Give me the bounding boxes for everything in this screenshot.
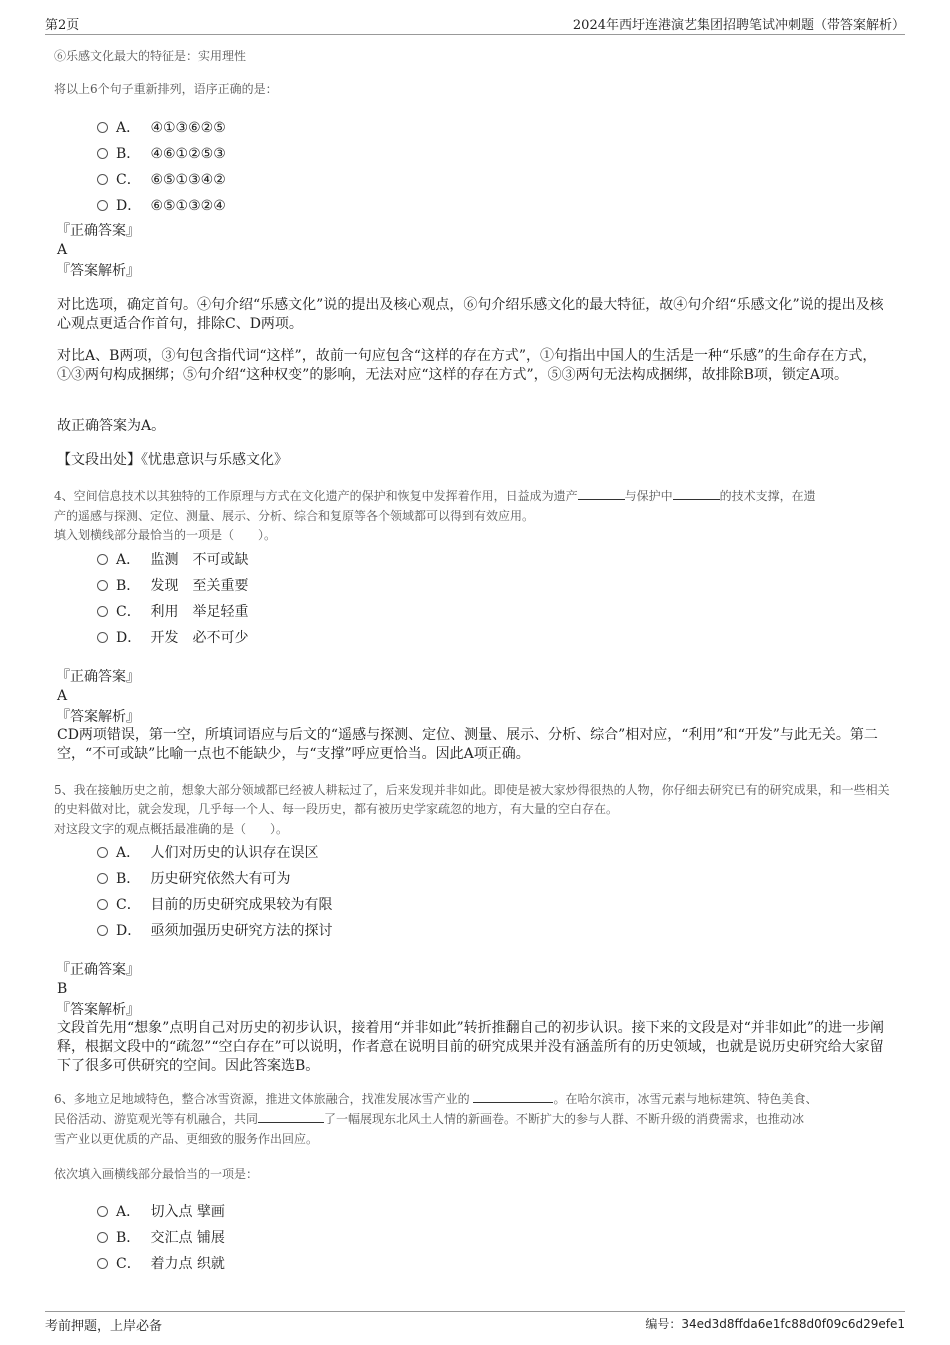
radio-icon[interactable]	[97, 1206, 108, 1217]
q4-option-c[interactable]: C． 利用 举足轻重	[97, 601, 248, 621]
q4-option-b[interactable]: B． 发现 至关重要	[97, 575, 248, 595]
q4-option-a[interactable]: A． 监测 不可或缺	[97, 549, 248, 569]
q6-stem-line-2: 民俗活动、游览观光等有机融合，共同 了一幅展现东北风土人情的新画卷。不断扩大的参与人群、不断升级的消费需求，也推动冰	[54, 1112, 805, 1126]
q4-answer-label: 『正确答案』	[56, 669, 140, 685]
page-header	[45, 12, 905, 35]
q4-analysis: CD两项错误，第一空，所填词语应与后文的“遥感与探测、定位、测量、展示、分析、综合”相对应，“利用”和“开发”与此无关。第二空，“不可或缺”比喻一点也不能缺少，与“支撑”呼应更恰当。因此A项正确。	[57, 727, 878, 762]
document-id: 编号：34ed3d8ffda6e1fc88d0f09c6d29efe1	[645, 1317, 905, 1331]
blank-1	[578, 487, 625, 500]
footer-slogan: 考前押题，上岸必备	[45, 1319, 163, 1334]
q5-option-b[interactable]: B． 历史研究依然大有可为	[97, 868, 290, 888]
q5-prompt: 对这段文字的观点概括最准确的是（ ）。	[54, 822, 289, 836]
q5-option-c[interactable]: C． 目前的历史研究成果较为有限	[97, 894, 332, 914]
q3-analysis-label: 『答案解析』	[56, 263, 140, 279]
q3-analysis-para-2: 对比A、B两项，③句包含指代词“这样”，故前一句应包含“这样的存在方式”，①句指出中国人的生活是一种“乐感”的生命存在方式，①③两句构成捆绑；⑤句介绍“这种权变”的影响，无法对应“这样的存在方式”，⑤③两句无法构成捆绑，故排除B项，锁定A项。	[57, 348, 877, 383]
radio-icon[interactable]	[97, 632, 108, 643]
q3-option-c[interactable]: C． ⑥⑤①③④②	[97, 169, 226, 189]
radio-icon[interactable]	[97, 873, 108, 884]
radio-icon[interactable]	[97, 580, 108, 591]
blank-2	[258, 1110, 324, 1123]
q5-option-a[interactable]: A． 人们对历史的认识存在误区	[97, 842, 318, 862]
q6-option-a[interactable]: A． 切入点 擘画	[97, 1201, 225, 1221]
q4-stem-line-2: 产的遥感与探测、定位、测量、展示、分析、综合和复原等各个领域都可以得到有效应用。	[54, 509, 535, 523]
page-footer	[45, 1311, 905, 1338]
radio-icon[interactable]	[97, 1232, 108, 1243]
radio-icon[interactable]	[97, 899, 108, 910]
radio-icon[interactable]	[97, 200, 108, 211]
q3-source: 【文段出处】《忧患意识与乐感文化》	[57, 452, 288, 468]
q6-stem-line-3: 雪产业以更优质的产品、更细致的服务作出回应。	[54, 1132, 319, 1146]
q3-answer: A	[57, 242, 68, 258]
q3-analysis-para-3: 故正确答案为A。	[57, 418, 166, 434]
q5-option-d[interactable]: D． 亟须加强历史研究方法的探讨	[97, 920, 332, 940]
q3-analysis-para-1: 对比选项，确定首句。④句介绍“乐感文化”说的提出及核心观点，⑥句介绍乐感文化的最大特征，故④句介绍“乐感文化”说的提出及核心观点更适合作首句，排除C、D两项。	[57, 297, 884, 332]
q6-prompt: 依次填入画横线部分最恰当的一项是：	[54, 1167, 259, 1181]
q3-prompt: 将以上6个句子重新排列，语序正确的是：	[54, 82, 278, 96]
radio-icon[interactable]	[97, 148, 108, 159]
q4-analysis-label: 『答案解析』	[56, 709, 140, 725]
q4-stem-line-1: 4、空间信息技术以其独特的工作原理与方式在文化遗产的保护和恢复中发挥着作用，日益成为遗产 与保护中 的技术支撑，在遗	[54, 489, 816, 503]
blank-1	[473, 1090, 553, 1103]
radio-icon[interactable]	[97, 122, 108, 133]
q5-answer: B	[57, 981, 68, 997]
radio-icon[interactable]	[97, 554, 108, 565]
q4-prompt: 填入划横线部分最恰当的一项是（ ）。	[54, 528, 277, 542]
q3-sentence-6: ⑥乐感文化最大的特征是：实用理性	[54, 49, 247, 63]
q6-option-c[interactable]: C． 着力点 织就	[97, 1253, 225, 1273]
radio-icon[interactable]	[97, 174, 108, 185]
radio-icon[interactable]	[97, 925, 108, 936]
q3-option-a[interactable]: A． ④①③⑥②⑤	[97, 117, 226, 137]
q5-answer-label: 『正确答案』	[56, 962, 140, 978]
q3-answer-label: 『正确答案』	[56, 223, 140, 239]
page-number: 第2页	[45, 18, 80, 33]
q3-option-b[interactable]: B． ④⑥①②⑤③	[97, 143, 226, 163]
q3-option-d[interactable]: D． ⑥⑤①③②④	[97, 195, 226, 215]
radio-icon[interactable]	[97, 1258, 108, 1269]
blank-2	[673, 487, 720, 500]
radio-icon[interactable]	[97, 606, 108, 617]
q5-analysis-label: 『答案解析』	[56, 1002, 140, 1018]
q5-analysis: 文段首先用“想象”点明自己对历史的初步认识，接着用“并非如此”转折推翻自己的初步认识。接下来的文段是对“并非如此”的进一步阐释，根据文段中的“疏忽”“空白存在”可以说明，作者意在说明目前的研究成果并没有涵盖所有的历史领域，也就是说历史研究给大家留下了很多可供研究的空间。因此答案选B。	[57, 1020, 884, 1074]
document-title: 2024年西圩连港演艺集团招聘笔试冲刺题（带答案解析）	[572, 18, 905, 33]
radio-icon[interactable]	[97, 847, 108, 858]
q5-stem: 5、我在接触历史之前，想象大部分领域都已经被人耕耘过了，后来发现并非如此。即使是被大家炒得很热的人物，你仔细去研究已有的研究成果，和一些相关的史料做对比，就会发现，几乎每一个人、每一段历史，都有被历史学家疏忽的地方，有大量的空白存在。	[54, 783, 890, 816]
q4-answer: A	[57, 688, 68, 704]
q6-option-b[interactable]: B． 交汇点 铺展	[97, 1227, 225, 1247]
q6-stem-line-1: 6、多地立足地域特色，整合冰雪资源，推进文体旅融合，找准发展冰雪产业的 。在哈尔滨市，冰雪元素与地标建筑、特色美食、	[54, 1092, 818, 1106]
q4-option-d[interactable]: D． 开发 必不可少	[97, 627, 248, 647]
